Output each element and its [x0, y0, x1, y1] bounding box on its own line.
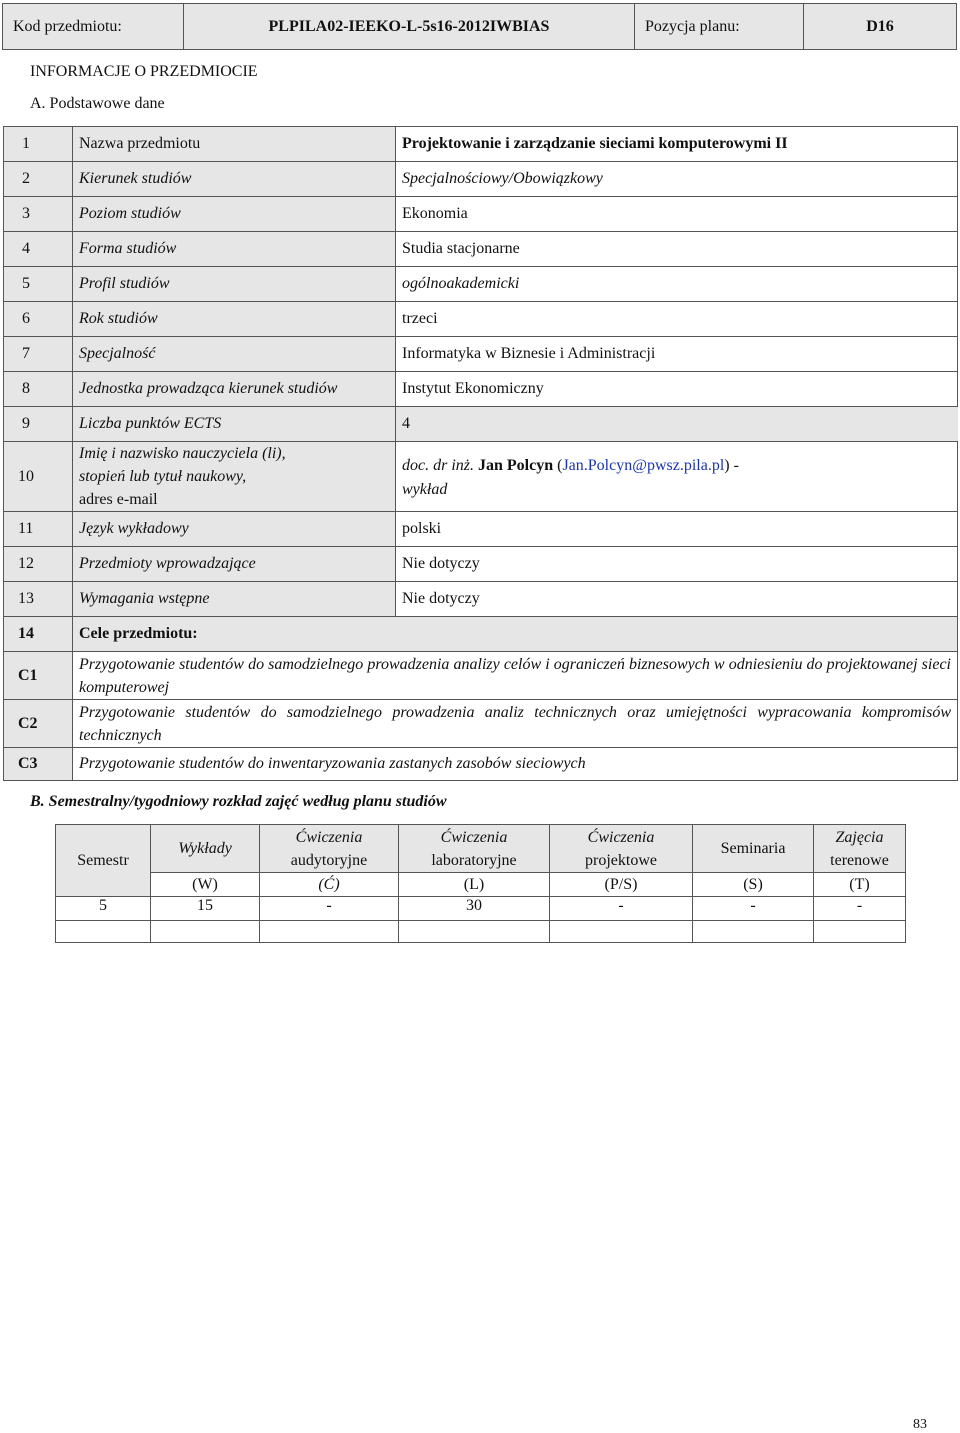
row-value: trzeci — [396, 302, 958, 337]
empty-cell — [550, 921, 693, 943]
empty-cell — [399, 921, 550, 943]
col-lab-line2: laboratoryjne — [431, 851, 517, 869]
empty-cell — [56, 921, 151, 943]
row-number: 4 — [4, 232, 73, 267]
header-table — [2, 3, 957, 50]
col-field-line2: terenowe — [830, 851, 889, 869]
col-field-line1: Zajęcia — [835, 828, 884, 846]
row-value: Specjalnościowy/Obowiązkowy — [396, 162, 958, 197]
table-row — [4, 302, 958, 337]
goal-row — [4, 748, 958, 781]
data-cell: - — [814, 897, 906, 921]
col-project-line2: projektowe — [585, 851, 657, 869]
row-value: Ekonomia — [396, 197, 958, 232]
row-label: Liczba punktów ECTS — [73, 407, 396, 442]
basic-data-table — [3, 126, 958, 781]
col-auditory — [260, 825, 399, 873]
position-value: D16 — [804, 4, 957, 50]
table-row — [4, 512, 958, 547]
row-label: Przedmioty wprowadzające — [73, 547, 396, 582]
table-row — [4, 407, 958, 442]
row-number: 11 — [4, 512, 73, 547]
abbr-cell: (Ć) — [260, 873, 399, 897]
row-number: 1 — [4, 127, 73, 162]
row-label: Rok studiów — [73, 302, 396, 337]
schedule-header-row — [56, 825, 906, 873]
data-cell: 30 — [399, 897, 550, 921]
col-lab — [399, 825, 550, 873]
teacher-label-line1: Imię i nazwisko nauczyciela (li), — [79, 445, 286, 462]
row-value: Studia stacjonarne — [396, 232, 958, 267]
row-number: 5 — [4, 267, 73, 302]
table-row-teacher — [4, 442, 958, 512]
goals-number: 14 — [4, 617, 73, 652]
row-value: 4 — [396, 407, 958, 442]
col-project-line1: Ćwiczenia — [587, 828, 655, 846]
table-row — [4, 267, 958, 302]
empty-cell — [814, 921, 906, 943]
schedule-table — [55, 824, 906, 943]
row-number: 9 — [4, 407, 73, 442]
row-number: 12 — [4, 547, 73, 582]
table-row — [4, 197, 958, 232]
teacher-value: doc. dr inż. Jan Polcyn (Jan.Polcyn@pwsz.pila.pl) - wykład — [396, 442, 958, 512]
row-value: Projektowanie i zarządzanie sieciami komputerowymi II — [396, 127, 958, 162]
row-label: Forma studiów — [73, 232, 396, 267]
empty-cell — [260, 921, 399, 943]
col-seminars: Seminaria — [693, 825, 814, 873]
row-value: Instytut Ekonomiczny — [396, 372, 958, 407]
schedule-abbr-row — [56, 873, 906, 897]
goal-row — [4, 700, 958, 748]
data-cell: - — [693, 897, 814, 921]
goal-text: Przygotowanie studentów do samodzielnego prowadzenia analiz technicznych oraz umiejętności wypracowania kompromisów technicznych — [73, 700, 958, 748]
page-number: 83 — [913, 1417, 927, 1432]
teacher-name: Jan Polcyn — [478, 457, 554, 474]
table-row — [4, 162, 958, 197]
row-label: Nazwa przedmiotu — [73, 127, 396, 162]
row-label: Wymagania wstępne — [73, 582, 396, 617]
goals-header-row — [4, 617, 958, 652]
row-label: Kierunek studiów — [73, 162, 396, 197]
goal-code: C3 — [4, 748, 73, 781]
row-label: Język wykładowy — [73, 512, 396, 547]
teacher-email-link[interactable]: Jan.Polcyn@pwsz.pila.pl — [562, 457, 725, 474]
goal-row — [4, 652, 958, 700]
abbr-cell: (S) — [693, 873, 814, 897]
row-label: Jednostka prowadząca kierunek studiów — [73, 372, 396, 407]
row-number: 6 — [4, 302, 73, 337]
position-label: Pozycja planu: — [635, 4, 804, 50]
row-value: ogólnoakademicki — [396, 267, 958, 302]
abbr-cell: (P/S) — [550, 873, 693, 897]
teacher-role: wykład — [402, 481, 448, 498]
goals-label: Cele przedmiotu: — [73, 617, 958, 652]
abbr-cell: (L) — [399, 873, 550, 897]
section-title: INFORMACJE O PRZEDMIOCIE — [30, 63, 258, 80]
abbr-cell: (T) — [814, 873, 906, 897]
col-lab-line1: Ćwiczenia — [440, 828, 508, 846]
col-project — [550, 825, 693, 873]
goal-code: C1 — [4, 652, 73, 700]
row-label — [73, 442, 396, 512]
table-row — [4, 582, 958, 617]
row-label: Poziom studiów — [73, 197, 396, 232]
row-number: 7 — [4, 337, 73, 372]
row-label: Profil studiów — [73, 267, 396, 302]
row-value: Informatyka w Biznesie i Administracji — [396, 337, 958, 372]
code-label: Kod przedmiotu: — [3, 4, 184, 50]
col-auditory-line1: Ćwiczenia — [295, 828, 363, 846]
row-number: 10 — [4, 442, 73, 512]
table-row — [4, 547, 958, 582]
data-cell: 15 — [151, 897, 260, 921]
goal-text: Przygotowanie studentów do samodzielnego prowadzenia analizy celów i ograniczeń biznesowych w odniesieniu do projektowanej sieci komputerowej — [73, 652, 958, 700]
row-value: Nie dotyczy — [396, 547, 958, 582]
data-cell: - — [550, 897, 693, 921]
row-number: 13 — [4, 582, 73, 617]
goal-text: Przygotowanie studentów do inwentaryzowania zastanych zasobów sieciowych — [73, 748, 958, 781]
code-value: PLPILA02-IEEKO-L-5s16-2012IWBIAS — [184, 4, 635, 50]
teacher-title: doc. dr inż. — [402, 457, 474, 474]
row-number: 2 — [4, 162, 73, 197]
col-semester: Semestr — [56, 825, 151, 897]
schedule-spacer-row — [56, 921, 906, 943]
row-label: Specjalność — [73, 337, 396, 372]
table-row — [4, 232, 958, 267]
abbr-cell: (W) — [151, 873, 260, 897]
row-number: 3 — [4, 197, 73, 232]
schedule-data-row — [56, 897, 906, 921]
row-value: Nie dotyczy — [396, 582, 958, 617]
section-a-title: A. Podstawowe dane — [30, 95, 165, 112]
row-number: 8 — [4, 372, 73, 407]
teacher-label-line2: stopień lub tytuł naukowy, — [79, 468, 247, 485]
empty-cell — [151, 921, 260, 943]
section-b-title: B. Semestralny/tygodniowy rozkład zajęć według planu studiów — [30, 793, 447, 810]
goal-code: C2 — [4, 700, 73, 748]
table-row — [4, 337, 958, 372]
col-auditory-line2: audytoryjne — [290, 851, 368, 869]
col-field — [814, 825, 906, 873]
teacher-label-line3: adres e-mail — [79, 491, 158, 508]
table-row — [4, 372, 958, 407]
table-row — [4, 127, 958, 162]
row-value: polski — [396, 512, 958, 547]
empty-cell — [693, 921, 814, 943]
col-lectures: Wykłady — [151, 825, 260, 873]
data-cell: - — [260, 897, 399, 921]
data-cell: 5 — [56, 897, 151, 921]
